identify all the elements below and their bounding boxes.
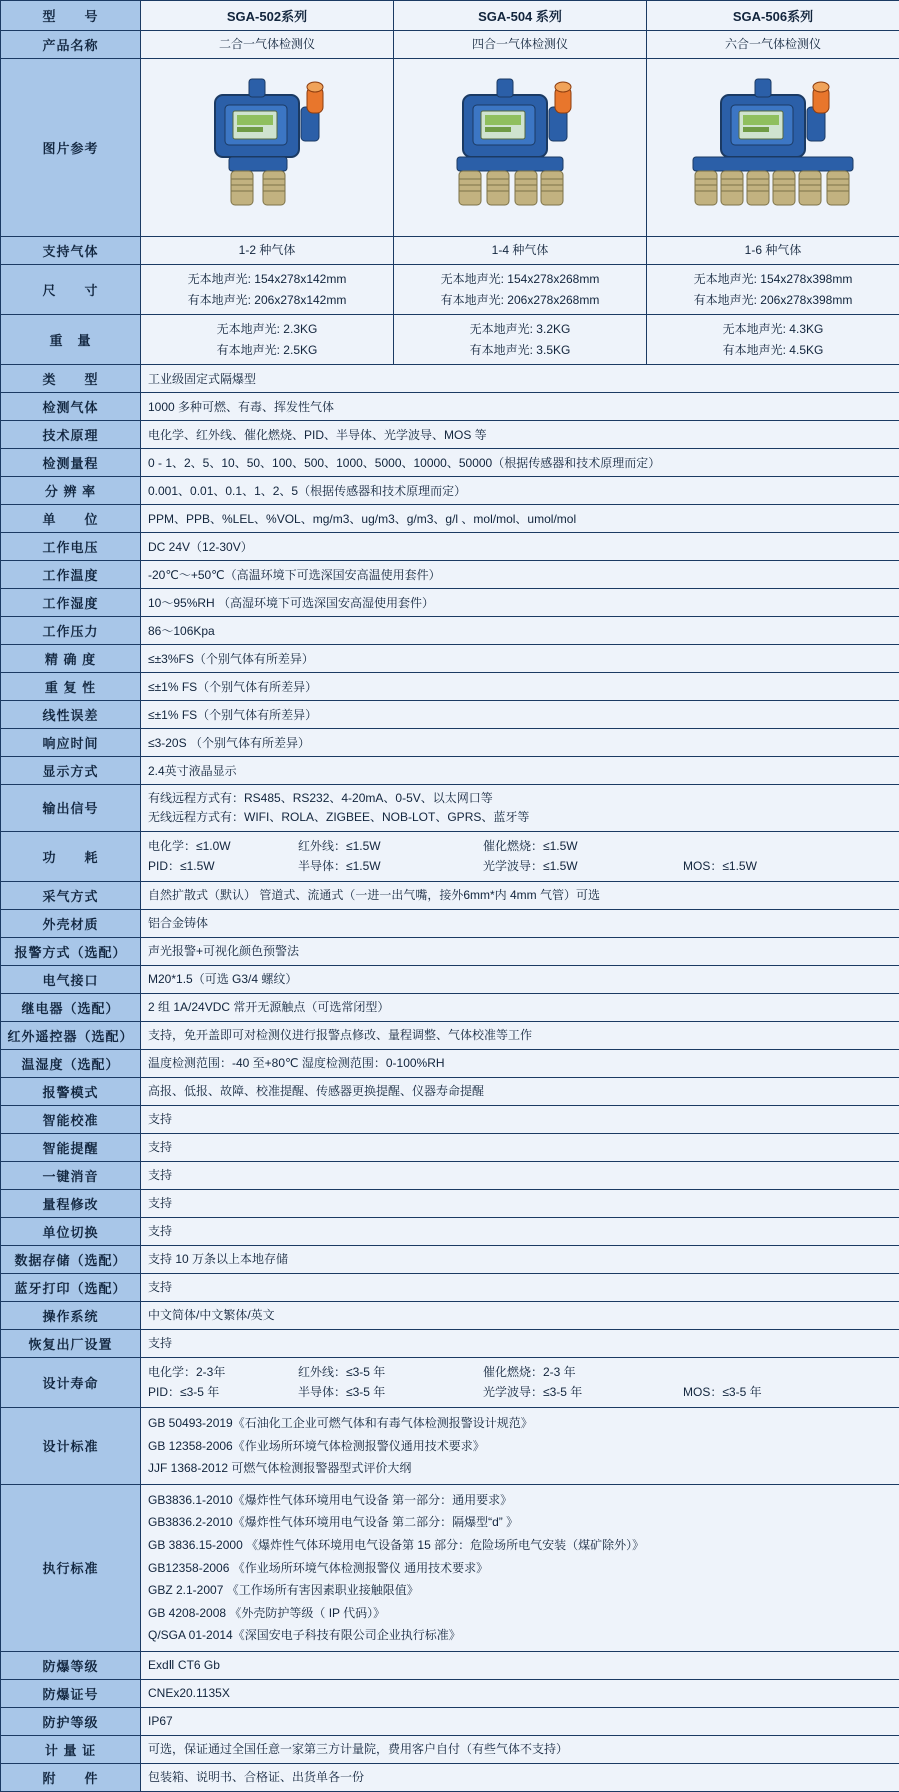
row-label-accessories: 附 件 [1, 1763, 141, 1791]
life-mos: MOS：≤3-5 年 [683, 1382, 833, 1403]
size-1-line2: 有本地声光: 206x278x142mm [148, 290, 386, 311]
row-label-support-gas: 支持气体 [1, 237, 141, 265]
row-label-model: 型 号 [1, 1, 141, 31]
table-row-alarm-model [1, 1077, 899, 1105]
output-line-1: 有线远程方式有：RS485、RS232、4-20mA、0-5V、以太网口等 [148, 789, 892, 808]
table-row-ip-level [1, 1707, 899, 1735]
power-mos: MOS：≤1.5W [683, 856, 833, 877]
size-1-line1: 无本地声光: 154x278x142mm [148, 269, 386, 290]
power-line-1 [148, 836, 892, 857]
product-image-3 [647, 59, 899, 237]
sampling-value: 自然扩散式（默认） 管道式、流通式（一进一出气嘴，接外6mm*内 4mm 气管）可选 [141, 881, 899, 909]
detect-gas-value: 1000 多种可燃、有毒、挥发性气体 [141, 393, 899, 421]
row-label-explosion-proof-level: 防爆等级 [1, 1651, 141, 1679]
table-row-metering [1, 1735, 899, 1763]
row-label-temp-humidity-optional: 温湿度（选配） [1, 1049, 141, 1077]
table-row-work-humi [1, 589, 899, 617]
table-row-image-ref [1, 59, 899, 237]
support-gas-2: 1-4 种气体 [394, 237, 647, 265]
housing-value: 铝合金铸体 [141, 909, 899, 937]
life-pid: PID：≤3-5 年 [148, 1382, 298, 1403]
table-row-design-standard [1, 1407, 899, 1484]
table-row-unit [1, 505, 899, 533]
unit-switch-value: 支持 [141, 1217, 899, 1245]
work-humi-value: 10～95%RH （高湿环境下可选深国安高湿使用套件） [141, 589, 899, 617]
table-row-linear [1, 701, 899, 729]
table-row-detect-gas [1, 393, 899, 421]
row-label-product-name: 产品名称 [1, 31, 141, 59]
gas-detector-4in1-illustration [405, 65, 635, 225]
table-row-data-store [1, 1245, 899, 1273]
row-label-one-key-mute: 一键消音 [1, 1161, 141, 1189]
table-row-one-key-mute [1, 1161, 899, 1189]
design-standard-item: JJF 1368-2012 可燃气体检测报警器型式评价大纲 [148, 1457, 892, 1480]
unit-value: PPM、PPB、%LEL、%VOL、mg/m3、ug/m3、g/m3、g/l 、mol/mol、umol/mol [141, 505, 899, 533]
design-life-line-1 [148, 1362, 892, 1383]
row-label-response-time: 响应时间 [1, 729, 141, 757]
exec-standard-item: Q/SGA 01-2014《深国安电子科技有限公司企业执行标准》 [148, 1624, 892, 1647]
table-row-tech-principle [1, 421, 899, 449]
row-label-range-modification: 量程修改 [1, 1189, 141, 1217]
life-infrared: 红外线：≤3-5 年 [298, 1362, 483, 1383]
table-row-repeat [1, 673, 899, 701]
row-label-power: 功 耗 [1, 831, 141, 881]
model-header-1: SGA-502系列 [141, 1, 394, 31]
table-row-support-gas [1, 237, 899, 265]
life-catalytic: 催化燃烧：2-3 年 [483, 1362, 683, 1383]
row-label-weight: 重 量 [1, 315, 141, 365]
row-label-display: 显示方式 [1, 757, 141, 785]
one-key-mute-value: 支持 [141, 1161, 899, 1189]
table-row-exec-standard [1, 1484, 899, 1651]
model-header-3: SGA-506系列 [647, 1, 899, 31]
weight-2-line1: 无本地声光: 3.2KG [401, 319, 639, 340]
row-label-work-humi: 工作湿度 [1, 589, 141, 617]
voltage-value: DC 24V（12-30V） [141, 533, 899, 561]
row-label-data-storage: 数据存储（选配） [1, 1245, 141, 1273]
row-label-work-press: 工作压力 [1, 617, 141, 645]
row-label-smart-calibration: 智能校准 [1, 1105, 141, 1133]
bluetooth-print-value: 支持 [141, 1273, 899, 1301]
row-label-bluetooth-print: 蓝牙打印（选配） [1, 1273, 141, 1301]
response-time-value: ≤3-20S （个别气体有所差异） [141, 729, 899, 757]
display-value: 2.4英寸液晶显示 [141, 757, 899, 785]
data-storage-value: 支持 10 万条以上本地存储 [141, 1245, 899, 1273]
repeatability-value: ≤±1% FS（个别气体有所差异） [141, 673, 899, 701]
exec-standard-item: GB 3836.15-2000 《爆炸性气体环境用电气设备第 15 部分：危险场所电气安装（煤矿除外）》 [148, 1534, 892, 1557]
table-row-product-name [1, 31, 899, 59]
operating-system-value: 中文简体/中文繁体/英文 [141, 1301, 899, 1329]
factory-reset-value: 支持 [141, 1329, 899, 1357]
row-label-voltage: 工作电压 [1, 533, 141, 561]
row-label-output: 输出信号 [1, 785, 141, 831]
design-life-line-2 [148, 1382, 892, 1403]
resolution-value: 0.001、0.01、0.1、1、2、5（根据传感器和技术原理而定） [141, 477, 899, 505]
product-name-2: 四合一气体检测仪 [394, 31, 647, 59]
row-label-alarm-model: 报警模式 [1, 1077, 141, 1105]
table-row-size [1, 265, 899, 315]
support-gas-1: 1-2 种气体 [141, 237, 394, 265]
power-infrared: 红外线：≤1.5W [298, 836, 483, 857]
exec-standard-item: GB3836.1-2010《爆炸性气体环境用电气设备 第一部分：通用要求》 [148, 1489, 892, 1512]
row-label-design-standard: 设计标准 [1, 1407, 141, 1484]
range-value: 0 - 1、2、5、10、50、100、500、1000、5000、10000、50000（根据传感器和技术原理而定） [141, 449, 899, 477]
row-label-operating-system: 操作系统 [1, 1301, 141, 1329]
table-row-ex-level [1, 1651, 899, 1679]
table-row-temp-humi-opt [1, 1049, 899, 1077]
size-3-line1: 无本地声光: 154x278x398mm [654, 269, 892, 290]
size-2-line2: 有本地声光: 206x278x268mm [401, 290, 639, 311]
design-standard-item: GB 12358-2006《作业场所环境气体检测报警仪通用技术要求》 [148, 1435, 892, 1458]
table-row-range [1, 449, 899, 477]
power-semiconductor: 半导体：≤1.5W [298, 856, 483, 877]
category-value: 工业级固定式隔爆型 [141, 365, 899, 393]
power-catalytic: 催化燃烧：≤1.5W [483, 836, 683, 857]
row-label-ir-remote: 红外遥控器（选配） [1, 1021, 141, 1049]
tech-principle-value: 电化学、红外线、催化燃烧、PID、半导体、光学波导、MOS 等 [141, 421, 899, 449]
row-label-work-temp: 工作温度 [1, 561, 141, 589]
row-label-explosion-proof-cert: 防爆证号 [1, 1679, 141, 1707]
output-value [141, 785, 899, 831]
row-label-alarm-mode-optional: 报警方式（选配） [1, 937, 141, 965]
size-2 [394, 265, 647, 315]
row-label-image-ref: 图片参考 [1, 59, 141, 237]
life-semiconductor: 半导体：≤3-5 年 [298, 1382, 483, 1403]
support-gas-3: 1-6 种气体 [647, 237, 899, 265]
weight-2-line2: 有本地声光: 3.5KG [401, 340, 639, 361]
work-press-value: 86～106Kpa [141, 617, 899, 645]
table-row-factory-reset [1, 1329, 899, 1357]
table-row-category [1, 365, 899, 393]
life-electrochemical: 电化学：2-3年 [148, 1362, 298, 1383]
model-header-2: SGA-504 系列 [394, 1, 647, 31]
accuracy-value: ≤±3%FS（个别气体有所差异） [141, 645, 899, 673]
row-label-design-life: 设计寿命 [1, 1357, 141, 1407]
weight-3 [647, 315, 899, 365]
table-row-os [1, 1301, 899, 1329]
design-life-value [141, 1357, 899, 1407]
row-label-tech-principle: 技术原理 [1, 421, 141, 449]
table-row-output [1, 785, 899, 831]
row-label-repeatability: 重 复 性 [1, 673, 141, 701]
weight-3-line1: 无本地声光: 4.3KG [654, 319, 892, 340]
table-row-ex-cert [1, 1679, 899, 1707]
ir-remote-value: 支持，免开盖即可对检测仪进行报警点修改、量程调整、气体校准等工作 [141, 1021, 899, 1049]
table-row-smart-remind [1, 1133, 899, 1161]
row-label-accuracy: 精 确 度 [1, 645, 141, 673]
table-row-weight [1, 315, 899, 365]
row-label-range: 检测量程 [1, 449, 141, 477]
electrical-interface-value: M20*1.5（可选 G3/4 螺纹） [141, 965, 899, 993]
design-standard-item: GB 50493-2019《石油化工企业可燃气体和有毒气体检测报警设计规范》 [148, 1412, 892, 1435]
alarm-mode-optional-value: 声光报警+可视化颜色预警法 [141, 937, 899, 965]
size-2-line1: 无本地声光: 154x278x268mm [401, 269, 639, 290]
table-row-accessories [1, 1763, 899, 1791]
weight-1-line1: 无本地声光: 2.3KG [148, 319, 386, 340]
exec-standard-item: GB 4208-2008 《外壳防护等级（ IP 代码）》 [148, 1602, 892, 1625]
row-label-detect-gas: 检测气体 [1, 393, 141, 421]
temp-humidity-optional-value: 温度检测范围：-40 至+80℃ 湿度检测范围：0-100%RH [141, 1049, 899, 1077]
table-row-response [1, 729, 899, 757]
relay-value: 2 组 1A/24VDC 常开无源触点（可选常闭型） [141, 993, 899, 1021]
power-electrochemical: 电化学：≤1.0W [148, 836, 298, 857]
work-temp-value: -20℃～+50℃（高温环境下可选深国安高温使用套件） [141, 561, 899, 589]
table-row-housing [1, 909, 899, 937]
table-row-work-press [1, 617, 899, 645]
exec-standard-item: GB3836.2-2010《爆炸性气体环境用电气设备 第二部分：隔爆型“d” 》 [148, 1511, 892, 1534]
weight-1-line2: 有本地声光: 2.5KG [148, 340, 386, 361]
table-row-design-life [1, 1357, 899, 1407]
row-label-unit-switch: 单位切换 [1, 1217, 141, 1245]
table-row-remote [1, 1021, 899, 1049]
life-optical-waveguide: 光学波导：≤3-5 年 [483, 1382, 683, 1403]
table-row-display [1, 757, 899, 785]
power-value [141, 831, 899, 881]
row-label-smart-reminder: 智能提醒 [1, 1133, 141, 1161]
ip-rating-value: IP67 [141, 1707, 899, 1735]
row-label-unit: 单 位 [1, 505, 141, 533]
row-label-size: 尺 寸 [1, 265, 141, 315]
table-row-power [1, 831, 899, 881]
exec-standard-item: GBZ 2.1-2007 《工作场所有害因素职业接触限值》 [148, 1579, 892, 1602]
linear-error-value: ≤±1% FS（个别气体有所差异） [141, 701, 899, 729]
size-1 [141, 265, 394, 315]
output-line-2: 无线远程方式有：WIFI、ROLA、ZIGBEE、NOB-LOT、GPRS、蓝牙等 [148, 808, 892, 827]
table-row-alarm-mode-opt [1, 937, 899, 965]
smart-reminder-value: 支持 [141, 1133, 899, 1161]
row-label-exec-standard: 执行标准 [1, 1484, 141, 1651]
table-row-accuracy [1, 645, 899, 673]
table-row-resolution [1, 477, 899, 505]
gas-detector-2in1-illustration [167, 65, 367, 225]
table-row-interface [1, 965, 899, 993]
row-label-resolution: 分 辨 率 [1, 477, 141, 505]
exec-standard-item: GB12358-2006 《作业场所环境气体检测报警仪 通用技术要求》 [148, 1557, 892, 1580]
table-row-unit-switch [1, 1217, 899, 1245]
design-standard-value [141, 1407, 899, 1484]
accessories-value: 包装箱、说明书、合格证、出货单各一份 [141, 1763, 899, 1791]
product-name-1: 二合一气体检测仪 [141, 31, 394, 59]
metering-cert-value: 可选，保证通过全国任意一家第三方计量院，费用客户自付（有些气体不支持） [141, 1735, 899, 1763]
power-optical-waveguide: 光学波导：≤1.5W [483, 856, 683, 877]
table-row-work-temp [1, 561, 899, 589]
weight-3-line2: 有本地声光: 4.5KG [654, 340, 892, 361]
exec-standard-value [141, 1484, 899, 1651]
weight-1 [141, 315, 394, 365]
gas-detector-6in1-illustration [651, 65, 896, 225]
row-label-factory-reset: 恢复出厂设置 [1, 1329, 141, 1357]
row-label-category: 类 型 [1, 365, 141, 393]
table-row-bt-print [1, 1273, 899, 1301]
row-label-relay: 继电器（选配） [1, 993, 141, 1021]
size-3 [647, 265, 899, 315]
range-modification-value: 支持 [141, 1189, 899, 1217]
table-row-relay [1, 993, 899, 1021]
table-row-smart-cal [1, 1105, 899, 1133]
size-3-line2: 有本地声光: 206x278x398mm [654, 290, 892, 311]
product-name-3: 六合一气体检测仪 [647, 31, 899, 59]
table-row-model-header [1, 1, 899, 31]
alarm-model-value: 高报、低报、故障、校准提醒、传感器更换提醒、仪器寿命提醒 [141, 1077, 899, 1105]
table-row-range-mod [1, 1189, 899, 1217]
row-label-electrical-interface: 电气接口 [1, 965, 141, 993]
explosion-proof-level-value: ExdⅡ CT6 Gb [141, 1651, 899, 1679]
row-label-metering-cert: 计 量 证 [1, 1735, 141, 1763]
power-pid: PID：≤1.5W [148, 856, 298, 877]
product-image-2 [394, 59, 647, 237]
product-image-1 [141, 59, 394, 237]
table-row-sampling [1, 881, 899, 909]
row-label-housing: 外壳材质 [1, 909, 141, 937]
power-line-2 [148, 856, 892, 877]
table-row-voltage [1, 533, 899, 561]
weight-2 [394, 315, 647, 365]
explosion-proof-cert-value: CNEx20.1135X [141, 1679, 899, 1707]
row-label-linear-error: 线性误差 [1, 701, 141, 729]
row-label-ip-rating: 防护等级 [1, 1707, 141, 1735]
smart-calibration-value: 支持 [141, 1105, 899, 1133]
row-label-sampling: 采气方式 [1, 881, 141, 909]
